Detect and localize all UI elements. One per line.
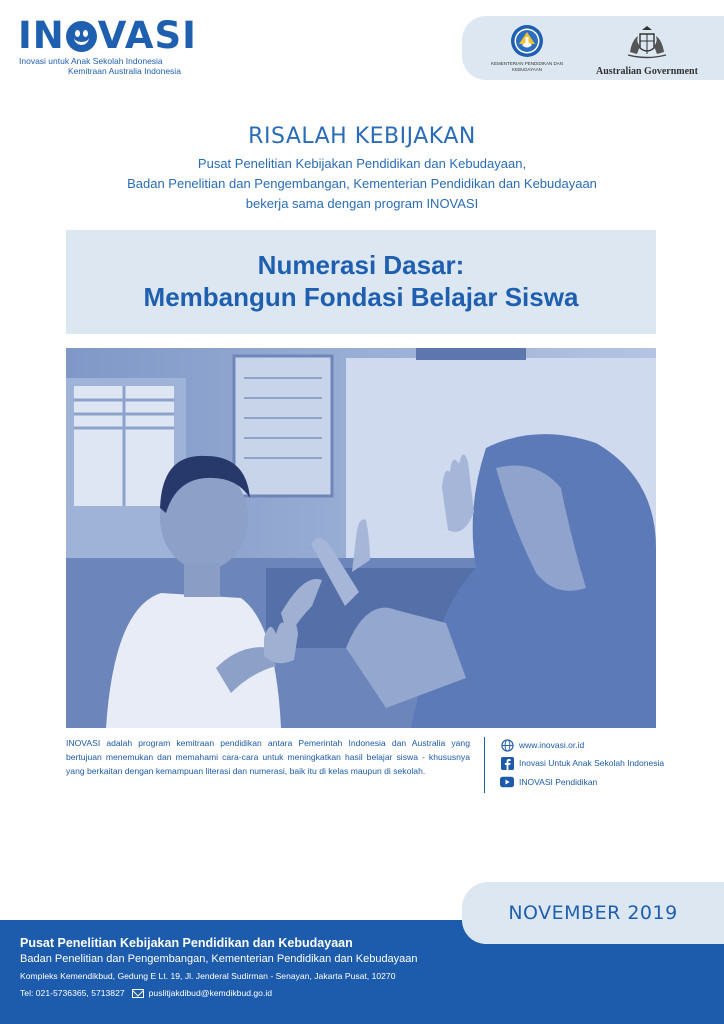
subheading-line-2: Badan Penelitian dan Pengembangan, Kementerian Pendidikan dan Kebudayaan: [127, 176, 597, 191]
publication-date: NOVEMBER 2019: [508, 902, 678, 924]
globe-icon: [500, 738, 514, 752]
facebook-link[interactable]: [500, 756, 664, 770]
logo-partnership: Kemitraan Australia Indonesia: [68, 66, 181, 76]
main-title-panel: [66, 230, 656, 334]
partner-logos-panel: [462, 16, 724, 80]
logo-tagline: Inovasi untuk Anak Sekolah Indonesia: [19, 56, 163, 66]
kemdikbud-label: KEMENTERIAN PENDIDIKAN DAN KEBUDAYAAN: [490, 61, 563, 72]
main-title-line-1: Numerasi Dasar:: [257, 250, 465, 280]
program-description: INOVASI adalah program kemitraan pendidikan antara Pemerintah Indonesia dan Australia yang bertujuan menemukan dan memahami cara-cara untuk meningkatkan hasil belajar siswa - khususnya yang berkaitan dengan kemampuan literasi dan numerasi, baik itu di kelas maupun di sekolah.: [66, 738, 470, 776]
logo-wordmark-start: IN: [18, 14, 65, 57]
cover-photo: [66, 348, 656, 728]
youtube-link[interactable]: [500, 775, 597, 789]
youtube-channel-name: INOVASI Pendidikan: [519, 777, 598, 787]
footer-department: Badan Penelitian dan Pengembangan, Kementerian Pendidikan dan Kebudayaan: [20, 953, 418, 965]
footer-phone: Tel: 021-5736365, 5713827: [20, 988, 125, 998]
footer-email[interactable]: puslitjakdibud@kemdikbud.go.id: [148, 988, 273, 998]
classroom-counting-illustration: [66, 348, 656, 728]
logo-wordmark-end: VASI: [97, 14, 197, 57]
youtube-icon: [500, 775, 514, 789]
inovasi-logo: [18, 16, 197, 56]
website-link[interactable]: [500, 738, 584, 752]
publication-date-tab: [462, 882, 724, 944]
website-url: www.inovasi.or.id: [519, 740, 585, 750]
tut-wuri-handayani-emblem-icon: [510, 24, 544, 58]
subheading-line-1: Pusat Penelitian Kebijakan Pendidikan dan Kebudayaan,: [197, 156, 527, 171]
facebook-page-name: Inovasi Untuk Anak Sekolah Indonesia: [519, 758, 665, 768]
main-title-line-2: Membangun Fondasi Belajar Siswa: [143, 282, 579, 312]
footer-organization: Pusat Penelitian Kebijakan Pendidikan dan Kebudayaan: [20, 936, 353, 950]
smiley-face-icon: [66, 21, 97, 52]
australian-coat-of-arms-icon: [622, 22, 672, 62]
facebook-icon: [500, 756, 514, 770]
vertical-divider: [484, 737, 485, 793]
subheading-line-3: bekerja sama dengan program INOVASI: [245, 196, 479, 211]
australian-government-label: Australian Government: [596, 66, 698, 77]
footer-address: Kompleks Kemendikbud, Gedung E Lt. 19, Jl. Jenderal Sudirman - Senayan, Jakarta Pusat, 10270: [20, 971, 396, 981]
footer-contact: [20, 988, 272, 998]
series-title: RISALAH KEBIJAKAN: [248, 124, 476, 149]
envelope-icon: [132, 989, 144, 998]
